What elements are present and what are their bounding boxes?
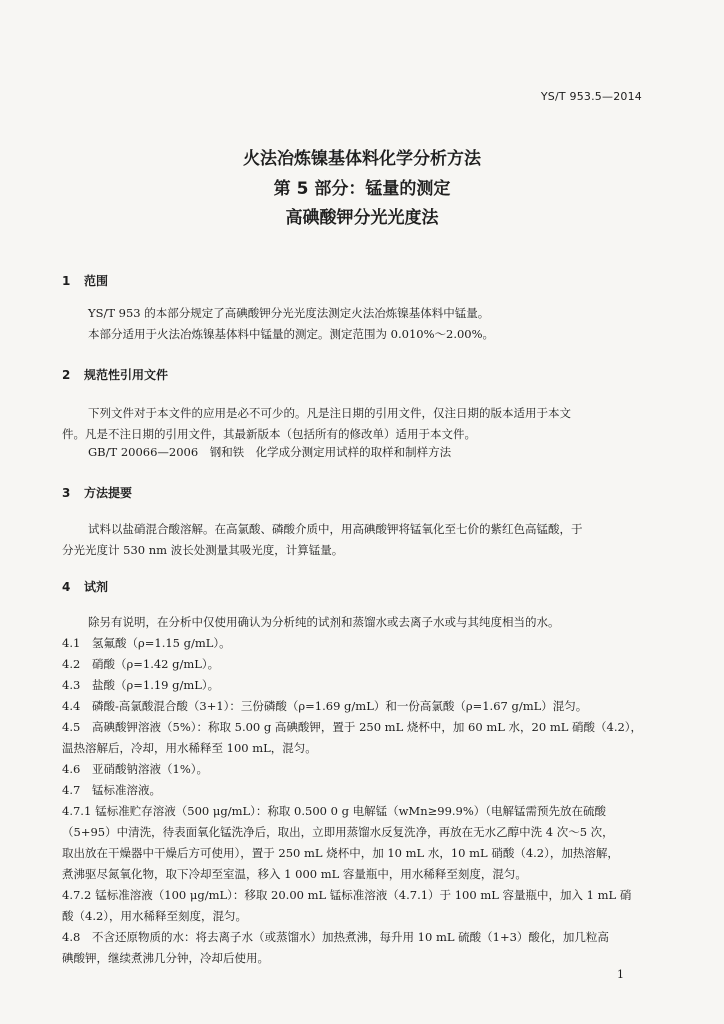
- paragraph: 本部分适用于火法冶炼镍基体料中锰量的测定。测定范围为 0.010%～2.00%。: [88, 327, 495, 341]
- reagent-item: [62, 885, 631, 906]
- item-text: 亚硝酸钠溶液（1%）。: [92, 762, 208, 776]
- paragraph-continuation: 分光光度计 530 nm 波长处测量其吸光度，计算锰量。: [62, 543, 344, 557]
- reagent-item: [62, 696, 587, 717]
- normative-reference: GB/T 20066—2006 钢和铁 化学成分测定用试样的取样和制样方法: [88, 445, 452, 459]
- section-heading-2: [62, 366, 168, 383]
- reagent-item: [62, 675, 219, 696]
- item-number: 4.5: [62, 720, 81, 734]
- section-number: 3: [62, 486, 71, 500]
- reagent-item: [62, 717, 642, 738]
- reagent-item: [62, 654, 219, 675]
- item-text: 不含还原物质的水：将去离子水（或蒸馏水）加热煮沸，每升用 10 mL 硫酸（1+3）酸化，加几粒高: [92, 930, 609, 944]
- document-method-title: 高碘酸钾分光光度法: [285, 208, 439, 228]
- item-number: 4.2: [62, 657, 81, 671]
- item-continuation: 酸（4.2），用水稀释至刻度，混匀。: [62, 909, 248, 923]
- paragraph: 除另有说明，在分析中仅使用确认为分析纯的试剂和蒸馏水或去离子水或与其纯度相当的水。: [88, 615, 560, 629]
- section-heading-4: [62, 578, 108, 595]
- item-continuation: 碘酸钾，继续煮沸几分钟，冷却后使用。: [62, 951, 269, 965]
- section-title: 规范性引用文件: [84, 368, 169, 382]
- reagent-item: [62, 759, 208, 780]
- standard-code: YS/T 953.5—2014: [540, 90, 642, 103]
- section-title: 范围: [84, 274, 109, 288]
- document-title: 火法冶炼镍基体料化学分析方法: [243, 149, 481, 169]
- reagent-item: [62, 801, 606, 822]
- item-continuation: 煮沸驱尽氮氧化物，取下冷却至室温，移入 1 000 mL 容量瓶中，用水稀释至刻度，混匀。: [62, 867, 527, 881]
- page-number: 1: [617, 968, 624, 981]
- paragraph: YS/T 953 的本部分规定了高碘酸钾分光光度法测定火法冶炼镍基体料中锰量。: [88, 306, 490, 320]
- section-heading-3: [62, 484, 132, 501]
- item-number: 4.1: [62, 636, 81, 650]
- item-number: 4.7: [62, 783, 81, 797]
- item-text: 高碘酸钾溶液（5%）：称取 5.00 g 高碘酸钾，置于 250 mL 烧杯中，加 60 mL 水，20 mL 硝酸（4.2），: [92, 720, 643, 734]
- item-number: 4.7.1: [62, 804, 92, 818]
- reagent-item: [62, 633, 231, 654]
- item-number: 4.4: [62, 699, 81, 713]
- paragraph: 下列文件对于本文件的应用是必不可少的。凡是注日期的引用文件，仅注日期的版本适用于本文: [88, 406, 571, 420]
- item-continuation: 取出放在干燥器中干燥后方可使用），置于 250 mL 烧杯中，加 10 mL 水，10 mL 硝酸（4.2），加热溶解，: [62, 846, 619, 860]
- item-number: 4.6: [62, 762, 81, 776]
- item-continuation: 温热溶解后，冷却，用水稀释至 100 mL，混匀。: [62, 741, 317, 755]
- item-text: 氢氟酸（ρ=1.15 g/mL）。: [92, 636, 231, 650]
- item-text: 锰标准贮存溶液（500 μg/mL）：称取 0.500 0 g 电解锰（wMn≥99.9%）（电解锰需预先放在硫酸: [95, 804, 607, 818]
- reagent-item: [62, 927, 609, 948]
- item-text: 锰标准溶液（100 μg/mL）：移取 20.00 mL 锰标准溶液（4.7.1）于 100 mL 容量瓶中，加入 1 mL 硝: [95, 888, 632, 902]
- section-title: 方法提要: [84, 486, 133, 500]
- paragraph-continuation: 件。凡是不注日期的引用文件，其最新版本（包括所有的修改单）适用于本文件。: [62, 427, 476, 441]
- document-subtitle: 第 5 部分：锰量的测定: [273, 179, 451, 199]
- section-heading-1: [62, 272, 108, 289]
- item-number: 4.7.2: [62, 888, 92, 902]
- section-number: 4: [62, 580, 71, 594]
- paragraph: 试料以盐硝混合酸溶解。在高氯酸、磷酸介质中，用高碘酸钾将锰氧化至七价的紫红色高锰酸，于: [88, 522, 583, 536]
- item-text: 锰标准溶液。: [92, 783, 161, 797]
- item-number: 4.3: [62, 678, 81, 692]
- item-text: 磷酸-高氯酸混合酸（3+1）：三份磷酸（ρ=1.69 g/mL）和一份高氯酸（ρ=1.67 g/mL）混匀。: [92, 699, 588, 713]
- section-title: 试剂: [84, 580, 109, 594]
- item-continuation: （5+95）中清洗，待表面氧化锰洗净后，取出，立即用蒸馏水反复洗净，再放在无水乙醇中洗 4 次～5 次，: [62, 825, 614, 839]
- item-number: 4.8: [62, 930, 81, 944]
- reagent-item: [62, 780, 161, 801]
- item-text: 盐酸（ρ=1.19 g/mL）。: [92, 678, 220, 692]
- section-number: 2: [62, 368, 71, 382]
- item-text: 硝酸（ρ=1.42 g/mL）。: [92, 657, 220, 671]
- section-number: 1: [62, 274, 71, 288]
